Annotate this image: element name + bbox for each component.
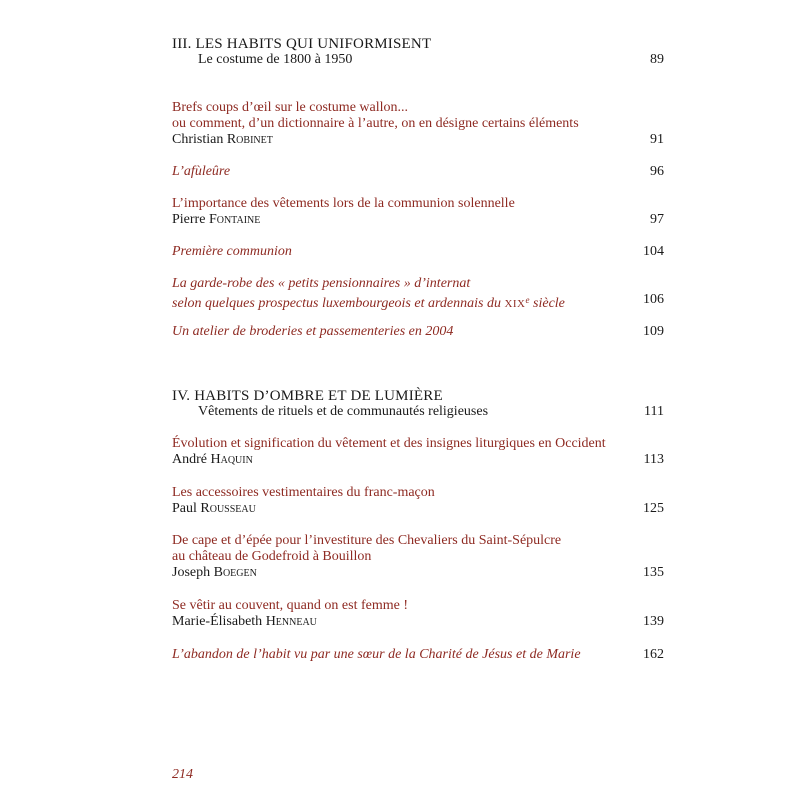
entry-title: Première communion [172, 244, 292, 259]
page-number: 135 [643, 565, 664, 580]
entry-author [172, 132, 273, 148]
page-number: 89 [650, 52, 664, 67]
entry-title: La garde-robe des « petits pensionnaires » d’internat [172, 276, 471, 291]
page-number: 113 [643, 452, 664, 467]
page-number: 91 [650, 132, 664, 147]
entry-author [172, 501, 256, 517]
author-last-name: Rousseau [200, 501, 256, 516]
page-number: 162 [643, 647, 664, 662]
author-first-name: André [172, 452, 207, 467]
page-number: 109 [643, 324, 664, 339]
entry-author [172, 212, 260, 228]
entry-title: L’importance des vêtements lors de la communion solennelle [172, 196, 515, 211]
page-number: 96 [650, 164, 664, 179]
entry-author [172, 452, 253, 468]
entry-title-text: selon quelques prospectus luxembourgeois et ardennais du [172, 296, 501, 311]
page-number: 104 [643, 244, 664, 259]
entry-title: au château de Godefroid à Bouillon [172, 549, 372, 564]
author-last-name: Haquin [210, 452, 253, 467]
entry-title: Se vêtir au couvent, quand on est femme ! [172, 598, 408, 613]
entry-title: Un atelier de broderies et passementeries en 2004 [172, 324, 454, 339]
author-first-name: Pierre [172, 212, 206, 227]
page-number: 111 [644, 404, 664, 419]
page-number: 125 [643, 501, 664, 516]
entry-title: Brefs coups d’œil sur le costume wallon... [172, 100, 409, 115]
section-subheading: Vêtements de rituels et de communautés religieuses [198, 404, 489, 419]
entry-author [172, 565, 257, 581]
author-last-name: Robinet [226, 132, 273, 147]
section-subheading: Le costume de 1800 à 1950 [198, 52, 353, 67]
author-first-name: Christian [172, 132, 224, 147]
page-number: 139 [643, 614, 664, 629]
century-superscript: e [525, 295, 530, 305]
author-last-name: Fontaine [208, 212, 261, 227]
section-heading: IV. HABITS D’OMBRE ET DE LUMIÈRE [172, 388, 443, 404]
entry-title: Les accessoires vestimentaires du franc-maçon [172, 485, 435, 500]
page-number: 106 [643, 292, 664, 307]
entry-author [172, 614, 317, 630]
entry-title: Évolution et signification du vêtement et des insignes liturgiques en Occident [172, 436, 606, 451]
author-first-name: Marie-Élisabeth [172, 614, 263, 629]
author-first-name: Joseph [172, 565, 211, 580]
century-numeral: XIX [504, 298, 526, 310]
entry-title: L’afùleûre [172, 164, 231, 179]
section-heading: III. LES HABITS QUI UNIFORMISENT [172, 36, 432, 52]
entry-title: ou comment, d’un dictionnaire à l’autre, on en désigne certains éléments [172, 116, 579, 131]
entry-title: L’abandon de l’habit vu par une sœur de la Charité de Jésus et de Marie [172, 647, 581, 662]
author-last-name: Boegen [213, 565, 257, 580]
entry-title [172, 292, 565, 312]
entry-title: De cape et d’épée pour l’investiture des Chevaliers du Saint-Sépulcre [172, 533, 562, 548]
entry-title-text: siècle [533, 296, 565, 311]
page-number: 97 [650, 212, 664, 227]
folio-page-number: 214 [172, 767, 193, 782]
author-last-name: Henneau [265, 614, 317, 629]
author-first-name: Paul [172, 501, 197, 516]
